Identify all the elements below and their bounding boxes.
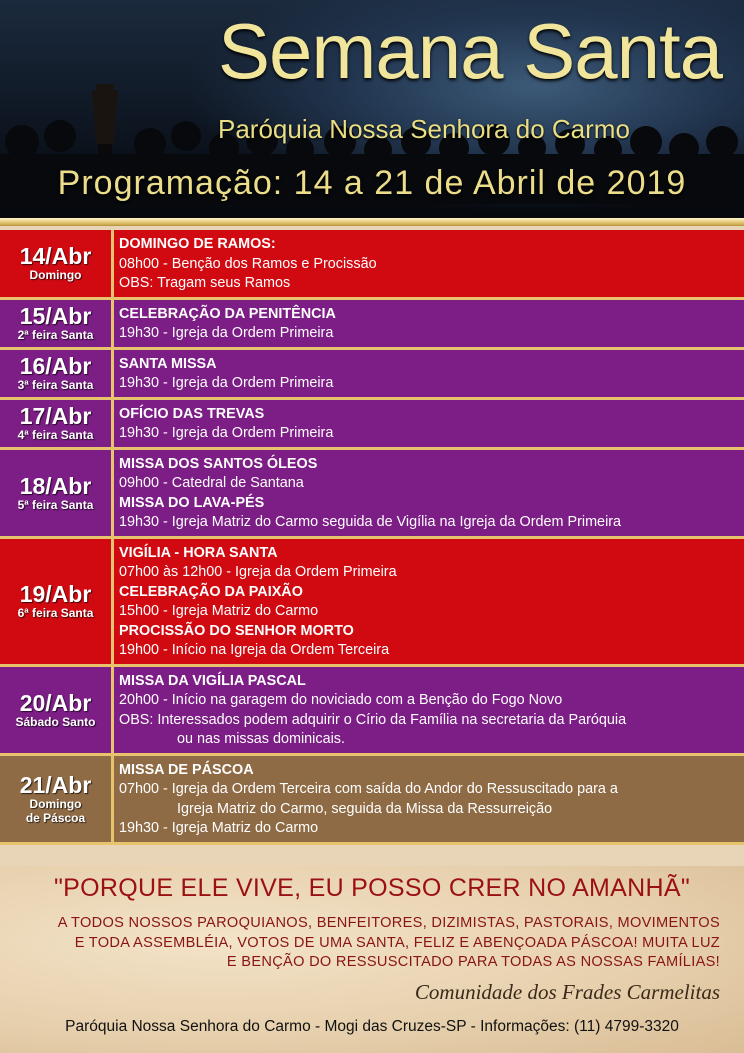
schedule-row — [0, 350, 744, 400]
event-title: CELEBRAÇÃO DA PENITÊNCIA — [119, 305, 336, 322]
schedule-heading: Programação: 14 a 21 de Abril de 2019 — [57, 164, 687, 202]
events-cell — [114, 400, 744, 447]
date-label: 20/Abr — [19, 689, 92, 716]
date-label: 16/Abr — [19, 353, 92, 379]
page-title: Semana Santa — [218, 7, 723, 95]
event-title: MISSA DA VIGÍLIA PASCAL — [119, 672, 306, 689]
events-cell — [114, 539, 744, 664]
event-detail: 19h30 - Igreja Matriz do Carmo seguida de Vigília na Igreja da Ordem Primeira — [119, 514, 622, 530]
weekday-label: Domingo — [29, 268, 82, 283]
date-label: 17/Abr — [19, 403, 92, 429]
events-cell — [114, 230, 744, 297]
event-title: MISSA DOS SANTOS ÓLEOS — [119, 455, 318, 472]
date-cell — [0, 350, 114, 397]
weekday-label: 6ª feira Santa — [17, 606, 94, 620]
date-cell — [0, 539, 114, 664]
event-detail: 19h00 - Início na Igreja da Ordem Terceira — [119, 642, 390, 658]
event-detail: 19h30 - Igreja da Ordem Primeira — [119, 375, 334, 391]
message-line: E BENÇÃO DO RESSUSCITADO PARA TODAS AS NOSSAS FAMÍLIAS! — [226, 954, 720, 970]
date-label: 21/Abr — [19, 771, 92, 798]
easter-message — [58, 914, 720, 973]
weekday-label: 5ª feira Santa — [17, 497, 94, 512]
event-detail: 19h30 - Igreja da Ordem Primeira — [119, 325, 334, 341]
event-title: CELEBRAÇÃO DA PAIXÃO — [119, 583, 303, 600]
event-title: MISSA DE PÁSCOA — [119, 761, 254, 778]
event-detail: 08h00 - Benção dos Ramos e Procissão — [119, 255, 377, 272]
weekday-label: 4ª feira Santa — [17, 428, 94, 442]
events-cell — [114, 756, 744, 842]
date-label: 15/Abr — [19, 303, 92, 329]
date-cell — [0, 230, 114, 297]
schedule-row — [0, 667, 744, 756]
date-cell — [0, 756, 114, 842]
date-cell — [0, 300, 114, 347]
event-detail: ou nas missas dominicais. — [177, 731, 345, 747]
weekday-label: Domingo — [29, 796, 82, 811]
parish-subtitle: Paróquia Nossa Senhora do Carmo — [218, 114, 630, 144]
event-detail: 20h00 - Início na garagem do noviciado com a Benção do Fogo Novo — [119, 692, 563, 708]
date-cell — [0, 667, 114, 753]
date-label: 18/Abr — [19, 472, 92, 499]
footer — [0, 866, 744, 1053]
events-cell — [114, 450, 744, 536]
event-detail: 19h30 - Igreja da Ordem Primeira — [119, 425, 334, 441]
weekday-label: 3ª feira Santa — [17, 378, 94, 392]
event-title: SANTA MISSA — [119, 355, 217, 372]
date-label: 19/Abr — [19, 581, 92, 607]
event-detail: 15h00 - Igreja Matriz do Carmo — [119, 603, 319, 619]
contact-info: Paróquia Nossa Senhora do Carmo - Mogi das Cruzes-SP - Informações: (11) 4799-3320 — [65, 1018, 679, 1035]
schedule-row — [0, 756, 744, 845]
weekday-label: 2ª feira Santa — [17, 328, 94, 342]
event-detail: 09h00 - Catedral de Santana — [119, 475, 304, 491]
weekday-label: de Páscoa — [25, 810, 86, 825]
date-label: 14/Abr — [19, 243, 92, 270]
schedule-table — [0, 230, 744, 845]
divider — [0, 218, 744, 226]
event-title: VIGÍLIA - HORA SANTA — [119, 544, 278, 561]
schedule-row — [0, 230, 744, 300]
schedule-row — [0, 539, 744, 667]
event-detail: OBS: Interessados podem adquirir o Círio da Família na secretaria da Paróquia — [119, 711, 627, 728]
header-banner — [0, 0, 744, 226]
events-cell — [114, 667, 744, 753]
event-title: MISSA DO LAVA-PÉS — [119, 494, 265, 511]
event-title: PROCISSÃO DO SENHOR MORTO — [119, 622, 354, 639]
quote: "PORQUE ELE VIVE, EU POSSO CRER NO AMANHÃ" — [53, 874, 691, 902]
event-detail: 07h00 às 12h00 - Igreja da Ordem Primeira — [119, 564, 397, 580]
event-title: OFÍCIO DAS TREVAS — [119, 405, 265, 422]
schedule-row — [0, 300, 744, 350]
message-line: A TODOS NOSSOS PAROQUIANOS, BENFEITORES, DIZIMISTAS, PASTORAIS, MOVIMENTOS — [57, 915, 720, 931]
message-line: E TODA ASSEMBLÉIA, VOTOS DE UMA SANTA, FELIZ E ABENÇOADA PÁSCOA! MUITA LUZ — [74, 934, 720, 951]
schedule-row — [0, 400, 744, 450]
event-detail: 07h00 - Igreja da Ordem Terceira com saída do Andor do Ressuscitado para a — [119, 781, 618, 797]
signature: Comunidade dos Frades Carmelitas — [414, 980, 720, 1004]
weekday-label: Sábado Santo — [15, 714, 96, 729]
date-cell — [0, 450, 114, 536]
date-cell — [0, 400, 114, 447]
events-cell — [114, 300, 744, 347]
event-detail: 19h30 - Igreja Matriz do Carmo — [119, 820, 319, 836]
schedule-row — [0, 450, 744, 539]
events-cell — [114, 350, 744, 397]
event-detail: Igreja Matriz do Carmo, seguida da Missa da Ressurreição — [177, 800, 553, 817]
event-title: DOMINGO DE RAMOS: — [119, 236, 276, 252]
event-detail: OBS: Tragam seus Ramos — [119, 275, 291, 291]
